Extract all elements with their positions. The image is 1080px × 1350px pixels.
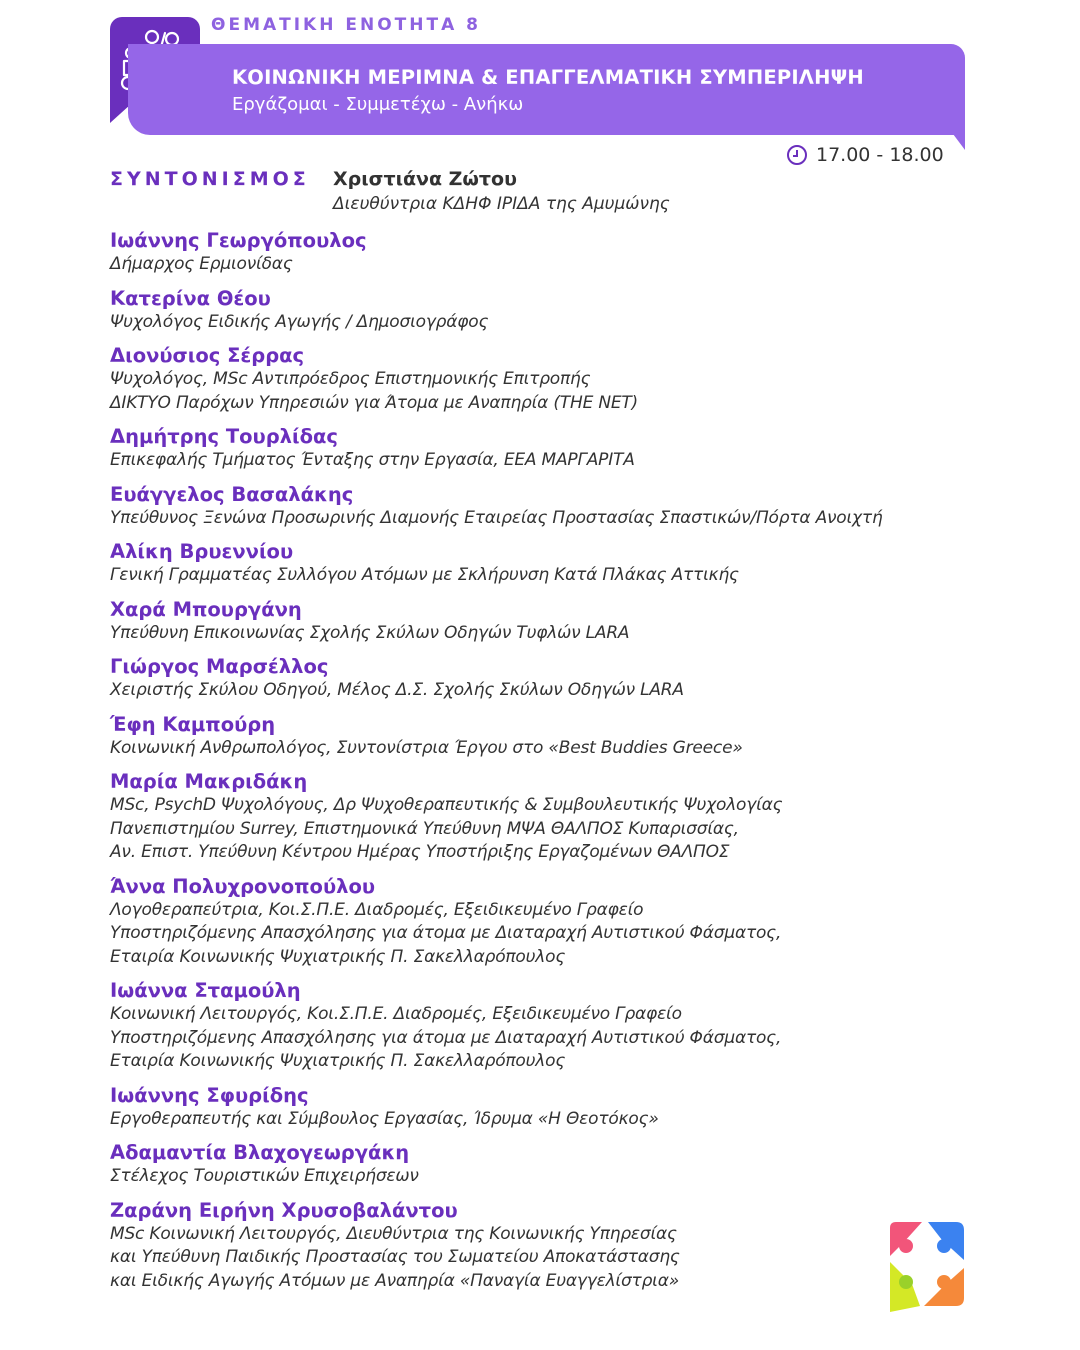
coordination-label: ΣΥΝΤΟΝΙΣΜΟΣ xyxy=(110,168,310,190)
speaker-list xyxy=(110,228,990,1302)
speaker-role: ΔΙΚΤΥΟ Παρόχων Υπηρεσιών για Άτομα με Αναπηρία (THE NET) xyxy=(110,392,638,413)
speaker-role: Εταιρία Κοινωνικής Ψυχιατρικής Π. Σακελλαρόπουλος xyxy=(110,1051,566,1071)
speaker-entry xyxy=(110,343,990,415)
speaker-name: Διονύσιος Σέρρας xyxy=(110,344,305,367)
speaker-name: Ιωάννα Σταμούλη xyxy=(110,979,301,1002)
speaker-entry xyxy=(110,1083,990,1132)
speaker-role: Στέλεχος Τουριστικών Επιχειρήσεων xyxy=(110,1166,419,1186)
banner-title: ΚΟΙΝΩΝΙΚΗ ΜΕΡΙΜΝΑ & ΕΠΑΓΓΕΛΜΑΤΙΚΗ ΣΥΜΠΕΡΙΛΗΨΗ xyxy=(232,66,864,89)
speaker-role: Ψυχολόγος, MSc Αντιπρόεδρος Επιστημονικής Επιτροπής xyxy=(110,369,591,389)
speaker-role: Υποστηριζόμενης Απασχόλησης για άτομα με Διαταραχή Αυτιστικού Φάσματος, xyxy=(110,1027,782,1048)
speaker-entry xyxy=(110,1140,990,1189)
speaker-name: Χαρά Μπουργάνη xyxy=(110,597,302,621)
speaker-name: Μαρία Μακριδάκη xyxy=(110,770,308,793)
time-text: 17.00 - 18.00 xyxy=(816,144,944,166)
speaker-role: Γενική Γραμματέας Συλλόγου Ατόμων με Σκλήρυνση Κατά Πλάκας Αττικής xyxy=(110,565,739,585)
speaker-role: Αν. Επιστ. Υπεύθυνη Κέντρου Ημέρας Υποστήριξης Εργαζομένων ΘΑΛΠΟΣ xyxy=(110,842,730,862)
section-label: ΘΕΜΑΤΙΚΗ ΕΝΟΤΗΤΑ 8 xyxy=(211,15,481,35)
speaker-role: MSc, PsychD Ψυχολόγους, Δρ Ψυχοθεραπευτικής & Συμβουλευτικής Ψυχολογίας xyxy=(110,795,783,815)
speaker-role: MSc Κοινωνική Λειτουργός, Διευθύντρια της Κοινωνικής Υπηρεσίας xyxy=(110,1223,677,1244)
speaker-entry xyxy=(110,769,990,865)
speaker-entry xyxy=(110,424,990,473)
speaker-name: Γιώργος Μαρσέλλος xyxy=(110,655,329,678)
clock-icon xyxy=(787,145,807,165)
speaker-role: Πανεπιστημίου Surrey, Επιστημονικά Υπεύθυνη ΜΨΑ ΘΑΛΠΟΣ Κυπαρισσίας, xyxy=(110,818,739,839)
speaker-name: Ιωάννης Γεωργόπουλος xyxy=(110,229,367,252)
speaker-entry xyxy=(110,286,990,335)
speaker-name: Ζαράνη Ειρήνη Χρυσοβαλάντου xyxy=(110,1198,458,1222)
speaker-entry xyxy=(110,597,990,646)
speaker-entry xyxy=(110,1198,990,1294)
speaker-name: Κατερίνα Θέου xyxy=(110,286,271,310)
speaker-role: Κοινωνική Ανθρωπολόγος, Συντονίστρια Έργου στο «Best Buddies Greece» xyxy=(110,737,743,758)
title-banner xyxy=(128,44,965,135)
speaker-role: Λογοθεραπεύτρια, Κοι.Σ.Π.Ε. Διαδρομές, Εξειδικευμένο Γραφείο xyxy=(110,899,644,920)
speaker-entry xyxy=(110,712,990,761)
icon-box-tail xyxy=(110,105,130,123)
speaker-name: Ιωάννης Σφυρίδης xyxy=(110,1083,309,1107)
speaker-entry xyxy=(110,874,990,970)
speaker-role: Υποστηριζόμενης Απασχόλησης για άτομα με Διαταραχή Αυτιστικού Φάσματος, xyxy=(110,923,782,943)
speaker-role: Εταιρία Κοινωνικής Ψυχιατρικής Π. Σακελλαρόπουλος xyxy=(110,946,566,967)
session-time xyxy=(787,144,944,166)
speaker-entry xyxy=(110,482,990,531)
coordinator-role: Διευθύντρια ΚΔΗΦ ΙΡΙΔΑ της Αμυμώνης xyxy=(333,194,670,214)
speaker-role: Δήμαρχος Ερμιονίδας xyxy=(110,254,293,274)
speaker-role: Χειριστής Σκύλου Οδηγού, Μέλος Δ.Σ. Σχολής Σκύλων Οδηγών LARA xyxy=(110,680,684,700)
speaker-entry xyxy=(110,228,990,277)
speaker-entry xyxy=(110,654,990,703)
speaker-entry xyxy=(110,539,990,588)
speaker-role: Υπεύθυνος Ξενώνα Προσωρινής Διαμονής Εταιρείας Προστασίας Σπαστικών/Πόρτα Ανοιχτή xyxy=(110,507,883,528)
speaker-role: Ψυχολόγος Ειδικής Αγωγής / Δημοσιογράφος xyxy=(110,311,489,332)
speaker-role: Κοινωνική Λειτουργός, Κοι.Σ.Π.Ε. Διαδρομές, Εξειδικευμένο Γραφείο xyxy=(110,1004,682,1024)
speaker-role: Υπεύθυνη Επικοινωνίας Σχολής Σκύλων Οδηγών Τυφλών LARA xyxy=(110,622,630,643)
coordinator-name: Χριστιάνα Ζώτου xyxy=(333,168,517,190)
speaker-entry xyxy=(110,978,990,1074)
banner-subtitle: Εργάζομαι - Συμμετέχω - Ανήκω xyxy=(232,94,524,115)
speaker-name: Αδαμαντία Βλαχογεωργάκη xyxy=(110,1141,410,1164)
speaker-role: και Ειδικής Αγωγής Ατόμων με Αναπηρία «Παναγία Ευαγγελίστρια» xyxy=(110,1270,680,1291)
speaker-name: Ευάγγελος Βασαλάκης xyxy=(110,482,354,506)
speaker-name: Αλίκη Βρυεννίου xyxy=(110,540,294,563)
speaker-name: Έφη Καμπούρη xyxy=(110,712,276,736)
speaker-role: και Υπεύθυνη Παιδικής Προστασίας του Σωματείου Αποκατάστασης xyxy=(110,1247,680,1267)
speaker-name: Άννα Πολυχρονοπούλου xyxy=(110,874,376,898)
speaker-name: Δημήτρης Τουρλίδας xyxy=(110,425,338,448)
banner-tail xyxy=(950,130,965,150)
speaker-role: Εργοθεραπευτής και Σύμβουλος Εργασίας, Ίδρυμα «Η Θεοτόκος» xyxy=(110,1108,659,1129)
speaker-role: Επικεφαλής Τμήματος Ένταξης στην Εργασία, ΕΕΑ ΜΑΡΓΑΡΙΤΑ xyxy=(110,450,635,470)
colorful-people-chat-logo-icon xyxy=(884,1220,966,1312)
